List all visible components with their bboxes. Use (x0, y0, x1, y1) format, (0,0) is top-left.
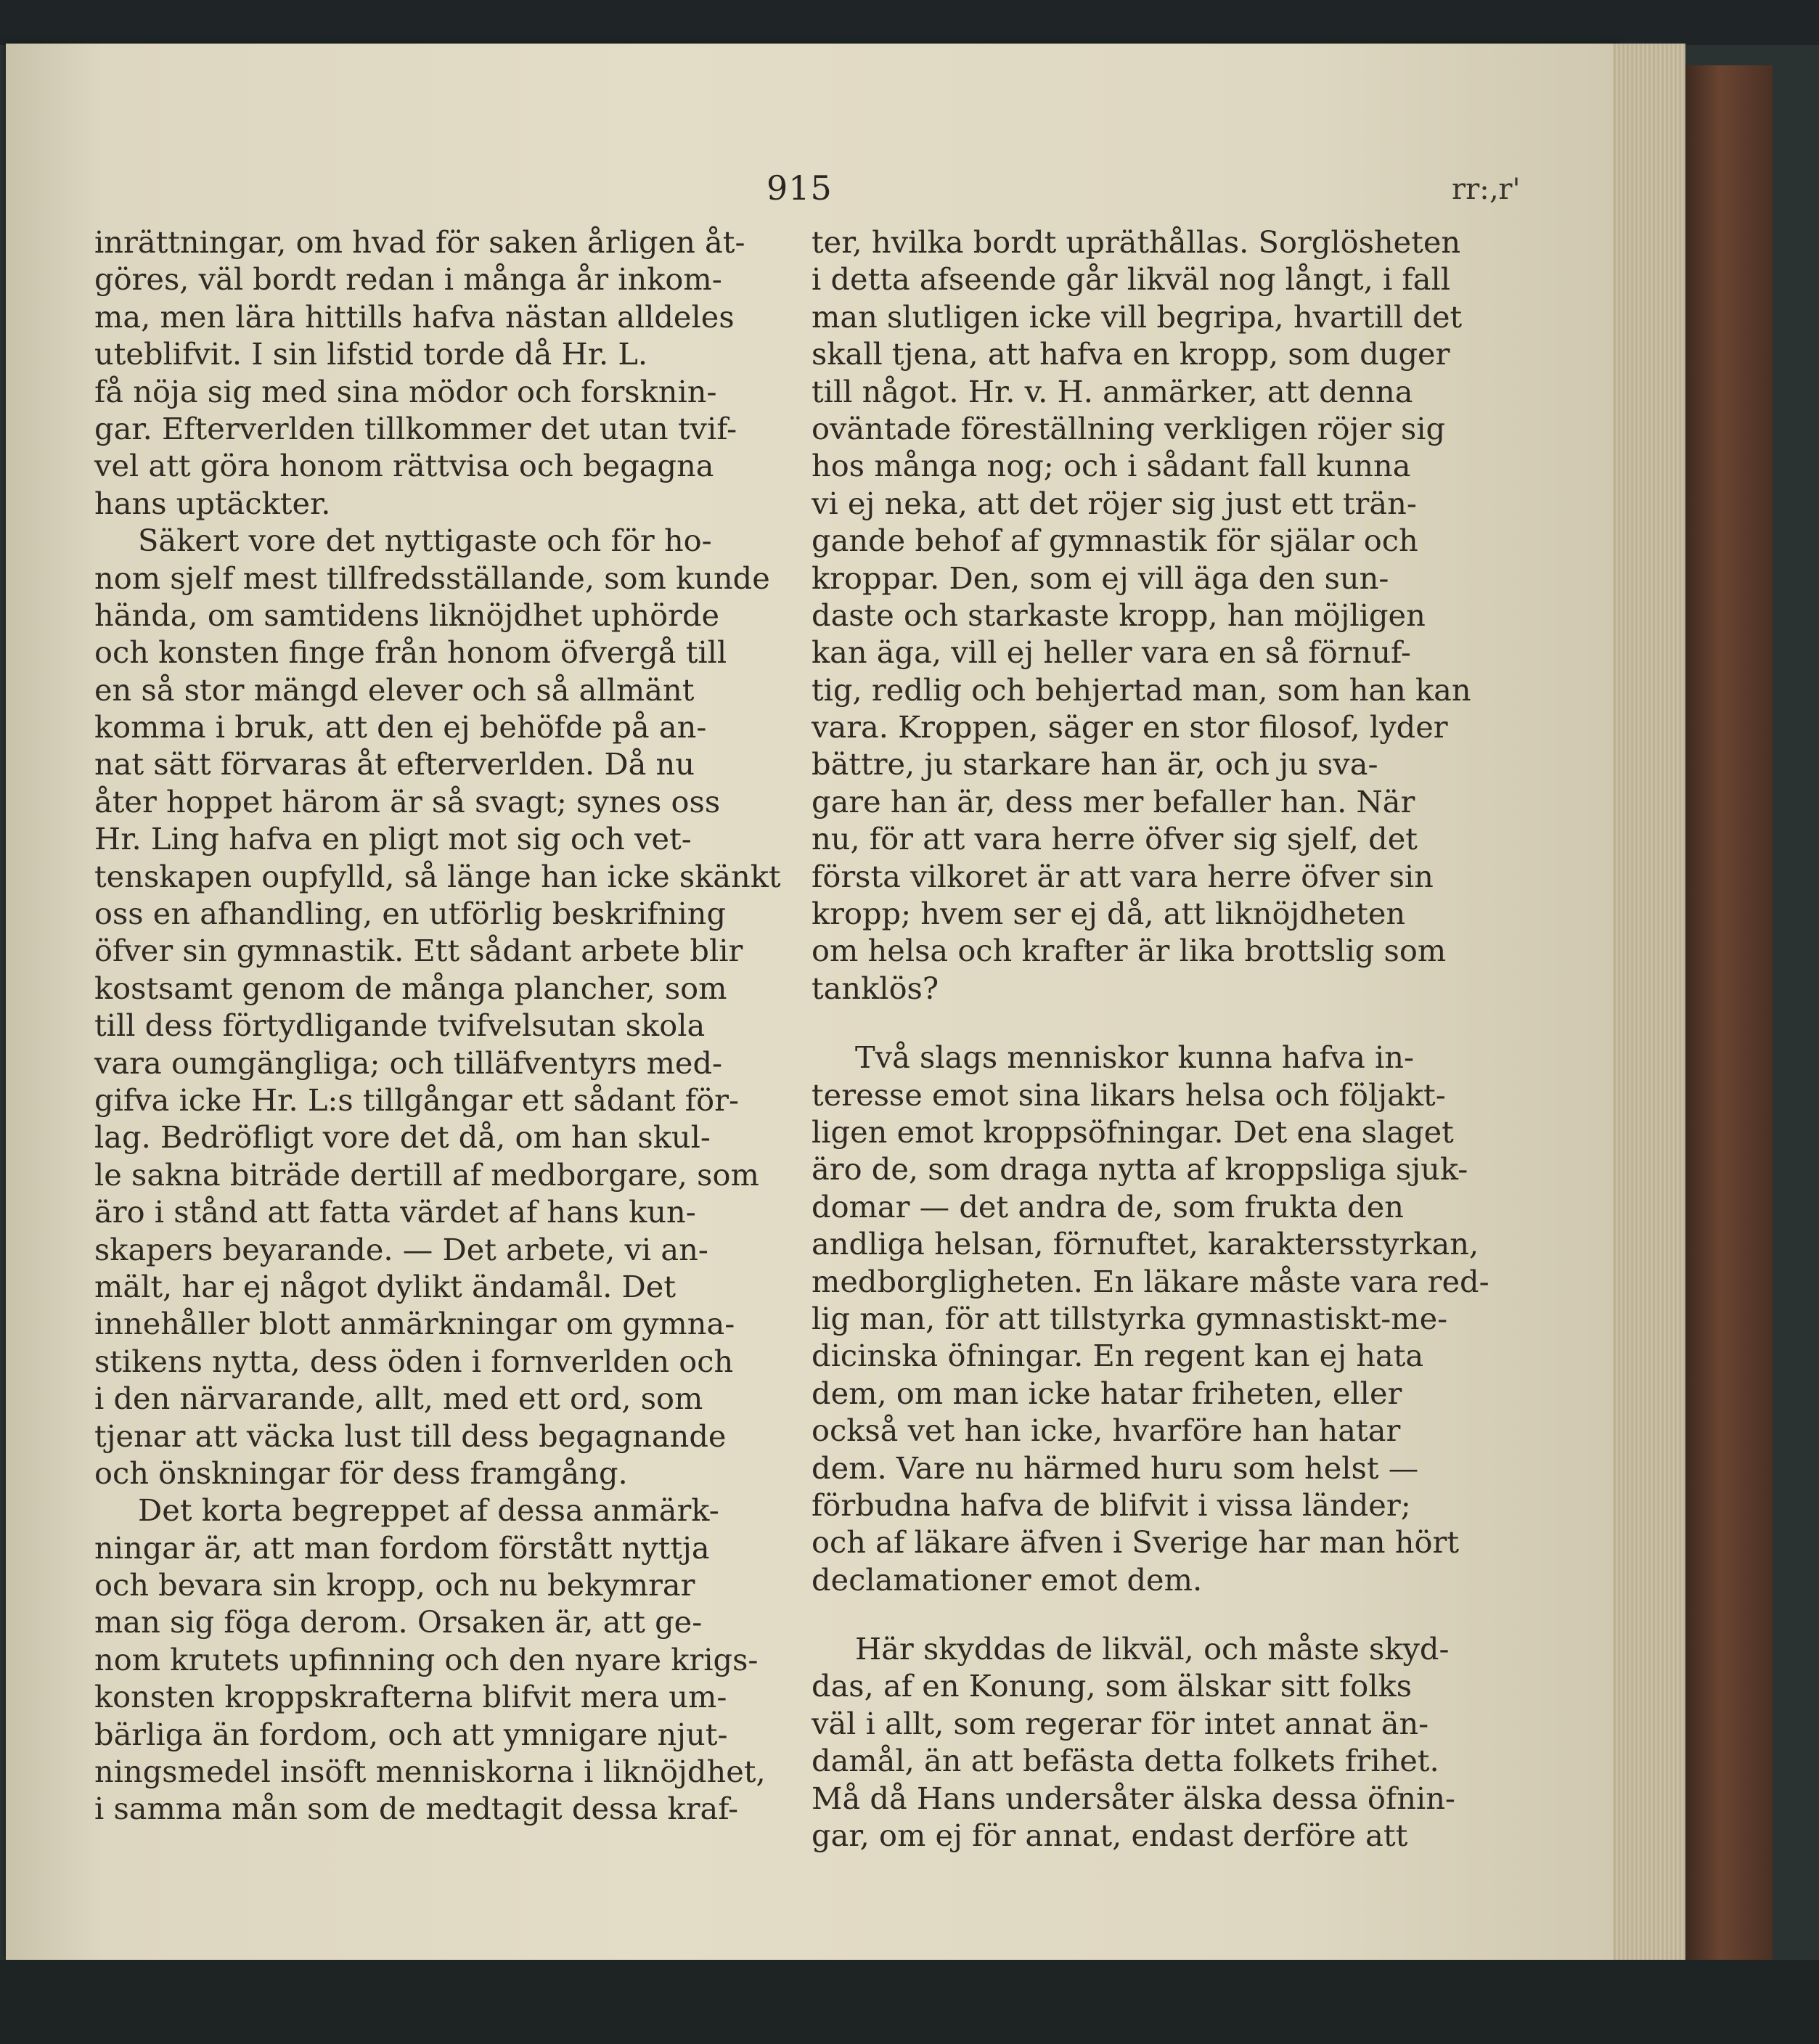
text-line: hans uptäckter. (94, 485, 331, 521)
book-spine (1685, 65, 1773, 2025)
text-line: man sig föga derom. Orsaken är, att ge- (94, 1604, 703, 1640)
text-line: kan äga, vill ej heller vara en så förnuf- (812, 634, 1411, 671)
paragraph-gap (812, 1598, 1501, 1630)
text-line: declamationer emot dem. (812, 1561, 1203, 1598)
text-line: kostsamt genom de många plancher, som (94, 970, 727, 1006)
text-line: nat sätt förvaras åt efterverlden. Då nu (94, 746, 695, 782)
page-number: 915 (767, 168, 833, 208)
text-line: gifva icke Hr. L:s tillgångar ett sådant för- (94, 1082, 739, 1118)
text-line: dem. Vare nu härmed huru som helst — (812, 1450, 1419, 1486)
text-line: kropp; hvem ser ej då, att liknöjdheten (812, 896, 1406, 932)
text-line: nom krutets upfinning och den nyare krigs- (94, 1641, 759, 1677)
text-line: vel att göra honom rättvisa och begagna (94, 448, 714, 484)
text-line: Må då Hans undersåter älska dessa öfnin- (812, 1780, 1455, 1816)
text-line: till något. Hr. v. H. anmärker, att denna (812, 373, 1413, 409)
text-line: gar. Efterverlden tillkommer det utan tvif- (94, 410, 737, 446)
text-line: oss en afhandling, en utförlig beskrifning (94, 896, 727, 932)
text-line: konsten kroppskrafterna blifvit mera um- (94, 1679, 727, 1715)
text-line: tig, redlig och behjertad man, som han kan (812, 671, 1471, 708)
text-line: skall tjena, att hafva en kropp, som duger (812, 336, 1450, 372)
paragraph-gap (812, 1007, 1501, 1039)
text-line: ter, hvilka bordt upräthållas. Sorglösheten (812, 224, 1461, 260)
text-line: öfver sin gymnastik. Ett sådant arbete blir (94, 933, 743, 969)
text-line: dicinska öfningar. En regent kan ej hata (812, 1338, 1424, 1374)
text-line: gare han är, dess mer befaller han. När (812, 783, 1415, 819)
text-line: väl i allt, som regerar för intet annat än- (812, 1705, 1429, 1741)
text-line: bättre, ju starkare han är, och ju sva- (812, 746, 1378, 782)
text-line: daste och starkaste kropp, han möjligen (812, 597, 1426, 633)
text-line: bärliga än fordom, och att ymnigare njut- (94, 1716, 728, 1752)
text-line: tanklös? (812, 970, 939, 1006)
text-line: uteblifvit. I sin lifstid torde då Hr. L. (94, 336, 648, 372)
text-line: få nöja sig med sina mödor och forsknin- (94, 373, 717, 409)
text-line: andliga helsan, förnuftet, karaktersstyrkan, (812, 1226, 1479, 1262)
text-line: åter hoppet härom är så svagt; synes oss (94, 783, 721, 819)
text-line: Säkert vore det nyttigaste och för ho- (138, 523, 712, 559)
text-line: man slutligen icke vill begripa, hvartill det (812, 298, 1463, 335)
text-line: första vilkoret är att vara herre öfver sin (812, 858, 1434, 894)
text-line: vara. Kroppen, säger en stor filosof, lyder (812, 709, 1448, 745)
text-line: och af läkare äfven i Sverige har man hört (812, 1524, 1460, 1561)
text-line: medborgligheten. En läkare måste vara red- (812, 1263, 1489, 1299)
text-line: tjenar att väcka lust till dess begagnande (94, 1418, 727, 1454)
text-line: hända, om samtidens liknöjdhet uphörde (94, 597, 720, 633)
text-line: ningar är, att man fordom förstått nyttja (94, 1529, 710, 1566)
text-line: skapers beyarande. — Det arbete, vi an- (94, 1231, 708, 1267)
text-line: mält, har ej något dylikt ändamål. Det (94, 1268, 676, 1304)
text-line: Det korta begreppet af dessa anmärk- (138, 1492, 719, 1529)
text-line: vi ej neka, att det röjer sig just ett trän- (812, 485, 1417, 521)
text-line: das, af en Konung, som älskar sitt folks (812, 1668, 1413, 1704)
text-line: Hr. Ling hafva en pligt mot sig och vet- (94, 821, 692, 857)
text-line: ligen emot kroppsöfningar. Det ena slaget (812, 1113, 1454, 1150)
text-line: en så stor mängd elever och så allmänt (94, 671, 695, 708)
text-line: teresse emot sina likars helsa och följakt- (812, 1076, 1446, 1113)
text-line: i den närvarande, allt, med ett ord, som (94, 1381, 703, 1417)
text-line: dem, om man icke hatar friheten, eller (812, 1375, 1402, 1411)
text-line: domar — det andra de, som frukta den (812, 1188, 1405, 1225)
text-line: lag. Bedröfligt vore det då, om han skul- (94, 1119, 711, 1156)
text-line: kroppar. Den, som ej vill äga den sun- (812, 560, 1389, 596)
text-line: stikens nytta, dess öden i fornverlden och (94, 1343, 734, 1379)
left-text-column (94, 224, 784, 1828)
text-line: komma i bruk, att den ej behöfde på an- (94, 709, 707, 745)
scan-background-top (0, 0, 1819, 45)
text-line: tenskapen oupfylld, så länge han icke skänkt (94, 858, 781, 894)
text-line: lig man, för att tillstyrka gymnastiskt-me- (812, 1300, 1448, 1336)
text-line: och bevara sin kropp, och nu bekymrar (94, 1567, 695, 1603)
text-line: och önskningar för dess framgång. (94, 1455, 628, 1491)
text-line: göres, väl bordt redan i många år inkom- (94, 261, 722, 298)
scan-background-bottom (0, 1960, 1819, 2044)
text-line: och konsten finge från honom öfvergå till (94, 634, 727, 671)
text-line: le sakna biträde dertill af medborgare, som (94, 1156, 759, 1193)
page-stack-edge (1613, 44, 1685, 2003)
text-line: hos många nog; och i sådant fall kunna (812, 448, 1411, 484)
text-line: om helsa och krafter är lika brottslig som (812, 933, 1447, 969)
text-line: förbudna hafva de blifvit i vissa länder; (812, 1487, 1411, 1523)
text-line: i samma mån som de medtagit dessa kraf- (94, 1791, 739, 1827)
text-line: oväntade föreställning verkligen röjer sig (812, 410, 1446, 446)
text-line: ma, men lära hittills hafva nästan alldeles (94, 298, 735, 335)
corner-mark: rr:‚r' (1452, 173, 1521, 206)
text-line: Här skyddas de likväl, och måste skyd- (855, 1631, 1450, 1667)
text-line: äro de, som draga nytta af kroppsliga sjuk- (812, 1151, 1468, 1187)
text-line: ningsmedel insöft menniskorna i liknöjdhet, (94, 1754, 766, 1790)
text-line: innehåller blott anmärkningar om gymna- (94, 1306, 735, 1342)
text-line: Två slags menniskor kunna hafva in- (855, 1039, 1415, 1076)
text-line: också vet han icke, hvarföre han hatar (812, 1413, 1401, 1449)
text-line: äro i stånd att fatta värdet af hans kun- (94, 1194, 696, 1230)
text-line: nom sjelf mest tillfredsställande, som kunde (94, 560, 770, 596)
text-line: nu, för att vara herre öfver sig sjelf, det (812, 821, 1418, 857)
text-line: vara oumgängliga; och tilläfventyrs med- (94, 1045, 723, 1081)
text-line: gar, om ej för annat, endast derföre att (812, 1818, 1408, 1854)
text-line: damål, än att befästa detta folkets frihet. (812, 1743, 1439, 1779)
right-text-column (812, 224, 1501, 1854)
text-line: gande behof af gymnastik för själar och (812, 523, 1418, 559)
text-line: i detta afseende går likväl nog långt, i fall (812, 261, 1451, 298)
text-line: inrättningar, om hvad för saken årligen åt- (94, 224, 745, 260)
text-line: till dess förtydligande tvifvelsutan skola (94, 1007, 706, 1044)
